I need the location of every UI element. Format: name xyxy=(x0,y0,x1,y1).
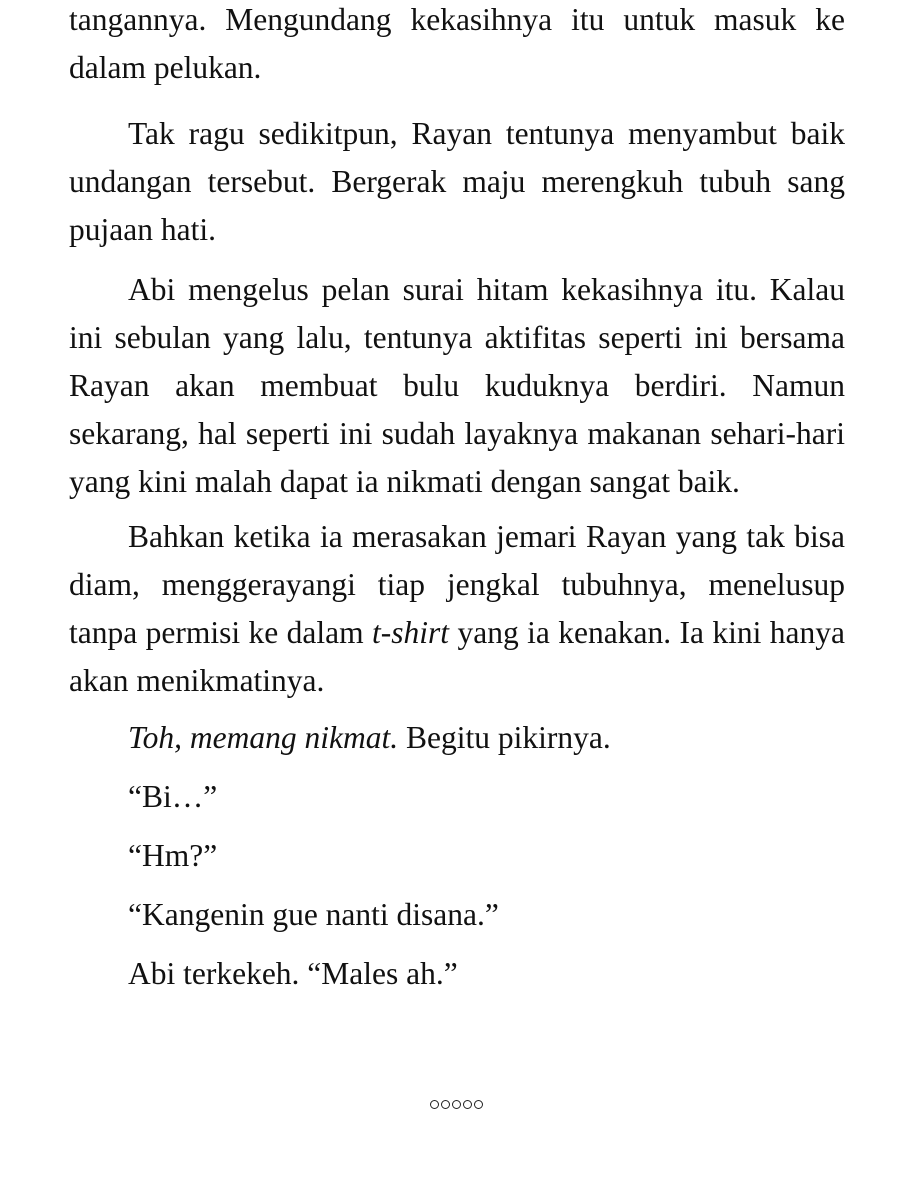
paragraph-3-text: Abi mengelus pelan surai hitam kekasihnya itu. Kalau ini sebulan yang lalu, tentunya aktifitas seperti ini bersama Rayan akan membuat bulu kuduknya berdiri. Namun sekarang, hal seperti ini sudah layaknya makanan sehari-hari yang kini malah dapat ia nikmati dengan sangat baik. xyxy=(69,272,845,499)
paragraph-1-text: tangannya. Mengundang kekasihnya itu untuk masuk ke dalam pelukan. xyxy=(69,2,845,85)
separator-ring-icon xyxy=(474,1100,483,1109)
dialogue-line-5-text: Abi terkekeh. “Males ah.” xyxy=(128,956,458,991)
dialogue-line-3 xyxy=(69,832,845,880)
paragraph-1 xyxy=(69,0,845,92)
paragraph-4 xyxy=(69,513,845,705)
paragraph-3 xyxy=(69,266,845,506)
paragraph-2-text: Tak ragu sedikitpun, Rayan tentunya menyambut baik undangan tersebut. Bergerak maju merengkuh tubuh sang pujaan hati. xyxy=(69,116,845,247)
dialogue-line-1-thought: Toh, memang nikmat. xyxy=(128,720,399,755)
paragraph-4-text-end: yang ia kenakan. Ia kini hanya akan menikmatinya. xyxy=(69,615,845,698)
dialogue-line-4-text: “Kangenin gue nanti disana.” xyxy=(128,897,499,932)
scene-separator xyxy=(0,1095,913,1113)
dialogue-line-3-text: “Hm?” xyxy=(128,838,218,873)
paragraph-4-italic-term: t-shirt xyxy=(372,615,450,650)
dialogue-line-5 xyxy=(69,950,845,998)
separator-ring-icon xyxy=(463,1100,472,1109)
scene-separator-rings xyxy=(429,1095,484,1113)
dialogue-line-2-text: “Bi…” xyxy=(128,779,218,814)
dialogue-line-2 xyxy=(69,773,845,821)
dialogue-line-4 xyxy=(69,891,845,939)
separator-ring-icon xyxy=(441,1100,450,1109)
paragraph-2 xyxy=(69,110,845,254)
dialogue-line-1-rest: Begitu pikirnya. xyxy=(398,720,611,755)
separator-ring-icon xyxy=(430,1100,439,1109)
paragraph-4-text-start: Bahkan ketika ia merasakan jemari Rayan yang tak bisa diam, menggerayangi tiap jengkal tubuhnya, menelusup tanpa permisi ke dalam xyxy=(69,519,845,650)
separator-ring-icon xyxy=(452,1100,461,1109)
dialogue-line-1 xyxy=(69,714,845,762)
